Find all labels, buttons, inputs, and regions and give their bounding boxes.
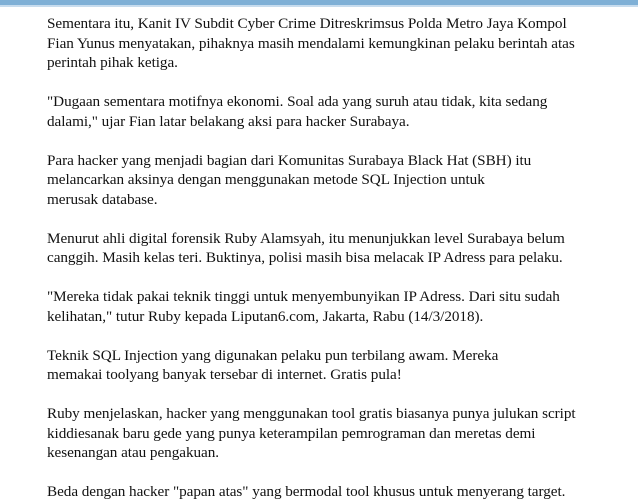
text-line: Sementara itu, Kanit IV Subdit Cyber Crime Ditreskrimsus Polda Metro Jaya Kompol	[47, 15, 567, 32]
text-line: kelihatan," tutur Ruby kepada Liputan6.com, Jakarta, Rabu (14/3/2018).	[47, 307, 484, 325]
text-line: dalami," ujar Fian latar belakang aksi para hacker Surabaya.	[47, 112, 410, 130]
paragraph-6	[47, 346, 617, 385]
paragraph-8	[47, 482, 617, 502]
text-line: Fian Yunus menyatakan, pihaknya masih mendalami kemungkinan pelaku berintah atas	[47, 34, 575, 52]
paragraph-2	[47, 92, 617, 131]
paragraph-4	[47, 229, 617, 268]
top-accent-stripe	[0, 5, 638, 7]
paragraph-1	[47, 14, 617, 73]
paragraph-7	[47, 404, 617, 463]
text-line: Menurut ahli digital forensik Ruby Alamsyah, itu menunjukkan level Surabaya belum	[47, 229, 565, 247]
text-line: memakai toolyang banyak tersebar di internet. Gratis pula!	[47, 366, 402, 383]
text-line: "Mereka tidak pakai teknik tinggi untuk menyembunyikan IP Adress. Dari situ sudah	[47, 288, 560, 305]
text-line: Teknik SQL Injection yang digunakan pelaku pun terbilang awam. Mereka	[47, 346, 499, 364]
text-line: melancarkan aksinya dengan menggunakan metode SQL Injection untuk	[47, 171, 485, 188]
text-line: perintah pihak ketiga.	[47, 54, 178, 71]
text-line: kiddiesanak baru gede yang punya keterampilan pemrograman dan meretas demi	[47, 424, 536, 442]
text-line: Beda dengan hacker "papan atas" yang bermodal tool khusus untuk menyerang target.	[47, 483, 566, 500]
text-line: Ruby menjelaskan, hacker yang menggunakan tool gratis biasanya punya julukan script	[47, 405, 576, 422]
paragraph-3	[47, 151, 617, 210]
text-line: kesenangan atau pengakuan.	[47, 444, 220, 461]
text-line: merusak database.	[47, 190, 158, 208]
text-line: canggih. Masih kelas teri. Buktinya, polisi masih bisa melacak IP Adress para pelaku.	[47, 249, 563, 266]
paragraph-5	[47, 287, 617, 326]
text-line: Para hacker yang menjadi bagian dari Komunitas Surabaya Black Hat (SBH) itu	[47, 151, 532, 169]
text-line: "Dugaan sementara motifnya ekonomi. Soal ada yang suruh atau tidak, kita sedang	[47, 93, 548, 110]
slide-body-text	[47, 14, 617, 502]
